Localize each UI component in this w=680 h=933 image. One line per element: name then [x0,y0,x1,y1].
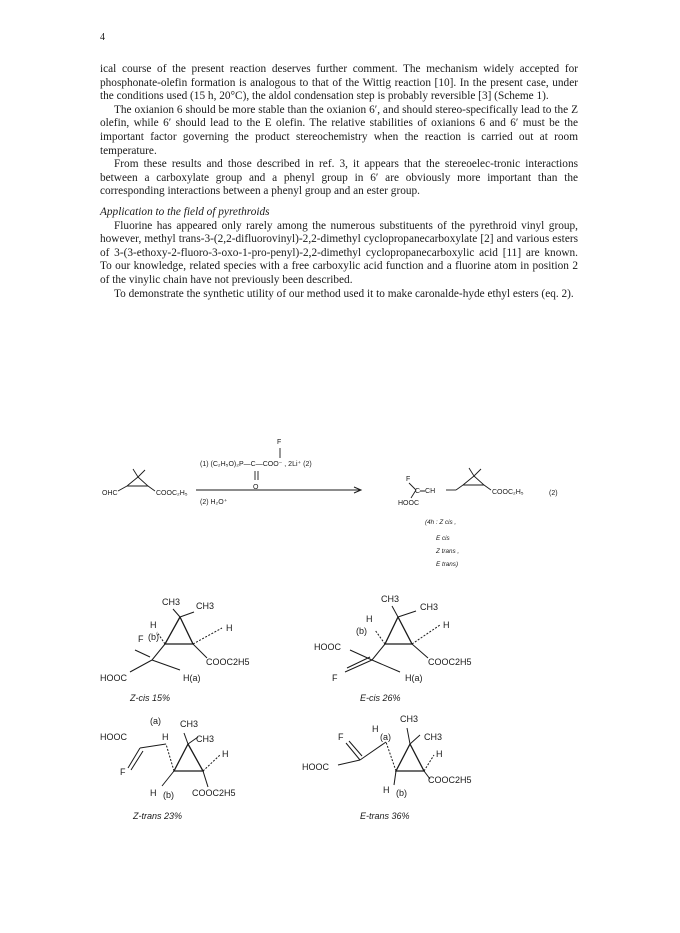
product-ester: COOC₂H₅ [492,489,524,496]
z-trans-b-label: (b) [163,790,174,800]
page-number: 4 [100,32,105,43]
equation-number: (2) [549,490,558,497]
z-trans-ester: COOC2H5 [192,788,236,798]
z-trans-h-b: H [150,788,157,798]
z-cis-f: F [138,634,144,644]
e-cis-h-dash: H [443,620,450,630]
z-trans-ch3-a: CH3 [180,719,199,729]
isomer-note-4: E trans) [436,561,459,568]
e-cis-ch3-a: CH3 [381,594,400,604]
start-ester: COOC₂H₅ [156,490,188,497]
isomer-note-1: (4h : Z cis , [425,519,457,526]
product-fluorine: F [406,476,411,483]
reagent-line-1: (1) (C₂H₅O)₂P—C—COO⁻ , 2Li⁺ (2) [200,461,312,468]
isomer-e-cis [314,594,472,703]
e-trans-f: F [338,732,344,742]
z-trans-f: F [120,767,126,777]
reagent-line-2: (2) H₂O⁺ [200,499,228,506]
e-trans-b-label: (b) [396,788,407,798]
e-cis-acid: HOOC [314,642,341,652]
isomer-note-3: Z trans , [436,548,460,555]
section-heading: Application to the field of pyrethroids [100,205,270,218]
e-cis-h: H [366,614,373,624]
e-cis-b-label: (b) [356,626,367,636]
paragraph-4: Fluorine has appeared only rarely among the numerous substituents of the pyrethroid vinyl group, however, methyl trans-3-(2,2-difluorovinyl)-2,2-dimethyl cyclopropanecarboxylate [2] and various esters of 3-(3-ethoxy-2-fluoro-3-oxo-1-pro-penyl)-2,2-dimethyl cyclopropanecarboxylic acid [11] are known. To our knowledge, related species with a free carboxylic acid function and a fluorine atom in position 2 of the vinylic chain have not previously been described. [100,219,578,286]
z-cis-ester: COOC2H5 [206,657,250,667]
z-trans-a-label: (a) [150,716,161,726]
paragraph-3: From these results and those described in ref. 3, it appears that the stereoelec-tronic interactions between a carboxylate group and a phenyl group in 6′ are obviously more important than the corresponding interactions between a phenyl group and an ester group. [100,158,578,198]
e-trans-ch3-b: CH3 [424,732,443,742]
z-cis-h-a: H(a) [183,673,201,683]
z-cis-ch3-a: CH3 [162,597,181,607]
isomer-e-trans [302,714,472,821]
isomer-note-2: E cis [436,535,450,542]
e-trans-ch3-a: CH3 [400,714,419,724]
e-trans-ester: COOC2H5 [428,775,472,785]
paragraph-1: ical course of the present reaction deserves further comment. The mechanism widely accepted for phosphonate-olefin formation is analogous to that of the Wittig reaction [10]. In the present case, under the conditions used (15 h, 20°C), the aldol condensation step is probably reversible [3] (Scheme 1). [100,63,578,103]
product-acid: HOOC [398,500,419,507]
z-trans-h-dash: H [222,749,229,759]
start-aldehyde: OHC [102,490,118,497]
e-trans-h: H [372,724,379,734]
z-cis-ch3-b: CH3 [196,601,215,611]
z-cis-h: H [150,620,157,630]
reagent-fluorine: F [277,439,282,446]
paragraph-5: To demonstrate the synthetic utility of our method used it to make caronalde-hyde ethyl esters (eq. 2). [114,287,574,300]
e-cis-h-a: H(a) [405,673,423,683]
z-cis-b-label: (b) [148,632,159,642]
z-cis-acid: HOOC [100,673,127,683]
e-cis-f: F [332,673,338,683]
z-cis-caption: Z-cis 15% [130,693,171,703]
e-trans-h-b: H [383,785,390,795]
e-trans-acid: HOOC [302,762,329,772]
isomer-z-trans [100,716,236,821]
z-trans-h: H [162,732,169,742]
isomer-z-cis [100,597,250,703]
e-cis-ester: COOC2H5 [428,657,472,667]
reagent-oxygen: O [253,484,259,491]
z-trans-ch3-b: CH3 [196,734,215,744]
e-cis-ch3-b: CH3 [420,602,439,612]
e-cis-caption: E-cis 26% [360,693,401,703]
e-trans-a-label: (a) [380,732,391,742]
z-cis-h-dash: H [226,623,233,633]
product-vinyl: C═CH [415,488,436,495]
z-trans-acid: HOOC [100,732,127,742]
e-trans-h-dash: H [436,749,443,759]
paragraph-2: The oxianion 6 should be more stable than the oxianion 6′, and should stereo-specifically lead to the Z olefin, while 6′ should lead to the E olefin. The relative stabilities of oxianions 6 and 6′ must be the important factor governing the product stereochemistry when the reaction is carried out at room temperature. [100,103,578,157]
z-trans-caption: Z-trans 23% [133,811,183,821]
e-trans-caption: E-trans 36% [360,811,410,821]
